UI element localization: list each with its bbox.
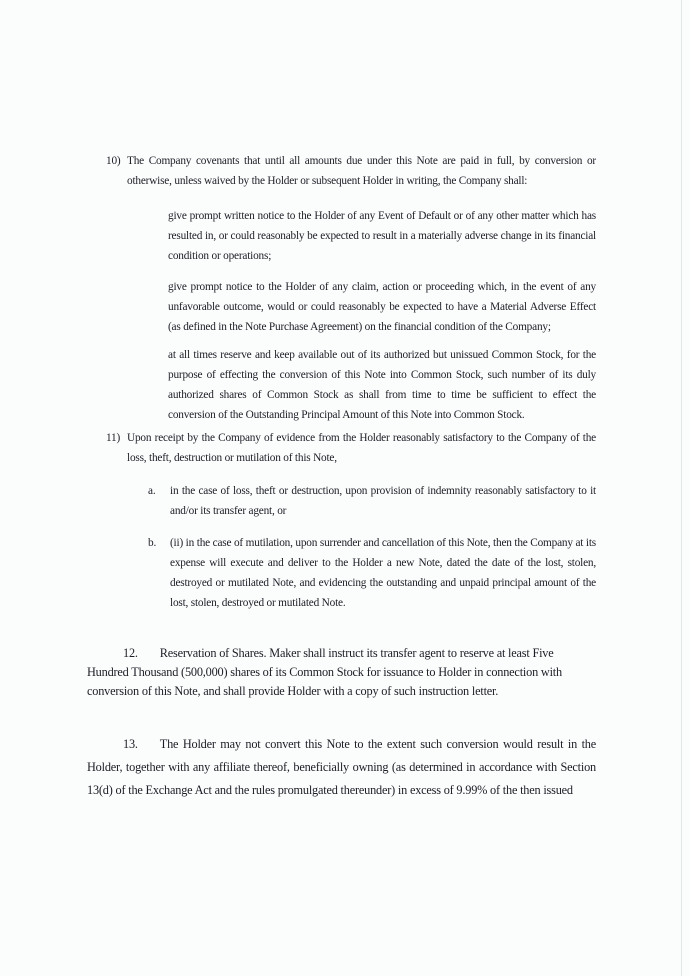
section-text: Reservation of Shares. Maker shall instruct its transfer agent to reserve at least Five Hundred Thousand (500,000) shares of its Common Stock for issuance to Holder in connection with conversion of this Note, and shall provide Holder with a copy of such instruction letter. [87,646,562,698]
paragraph-text: Upon receipt by the Company of evidence from the Holder reasonably satisfactory to the Company of the loss, theft, destruction or mutilation of this Note, [127,432,596,464]
paragraph-number: 11) [106,432,121,444]
paragraph-10 [106,151,596,191]
subclause-11-a [148,481,596,521]
paragraph-number: 10) [106,155,121,167]
clause-text: in the case of loss, theft or destruction, upon provision of indemnity reasonably satisfactory to it and/or its transfer agent, or [170,485,596,517]
covenant-clause-reserve-stock: at all times reserve and keep available out of its authorized but unissued Common Stock, for the purpose of effecting the conversion of this Note into Common Stock, such number of its duly authorized shares of Common Stock as shall from time to time be sufficient to effect the conversion of the Outstanding Principal Amount of this Note into Common Stock. [168,349,596,421]
covenant-clause-notice-of-claims: give prompt notice to the Holder of any claim, action or proceeding which, in the event of any unfavorable outcome, would or could reasonably be expected to have a Material Adverse Effect (as defined in the Note Purchase Agreement) on the financial condition of the Company; [168,281,596,333]
clause-text: (ii) in the case of mutilation, upon surrender and cancellation of this Note, then the Company at its expense will execute and deliver to the Holder a new Note, dated the date of the lost, stolen, destroyed or mutilated Note, and evidencing the outstanding and unpaid principal amount of the lost, stolen, destroyed or mutilated Note. [170,537,596,609]
clause-letter: a. [148,485,156,497]
section-13-conversion-limit [87,733,596,802]
paragraph-11 [106,428,596,468]
clause-letter: b. [148,537,157,549]
covenant-clause-notice-of-default: give prompt written notice to the Holder of any Event of Default or of any other matter which has resulted in, or could reasonably be expected to result in a materially adverse change in its financial condition or operations; [168,210,596,262]
paragraph-text: The Company covenants that until all amounts due under this Note are paid in full, by conversion or otherwise, unless waived by the Holder or subsequent Holder in writing, the Company shall: [127,155,596,187]
section-text: The Holder may not convert this Note to the extent such conversion would result in the Holder, together with any affiliate thereof, beneficially owning (as determined in accordance with Section 13(d) of the Exchange Act and the rules promulgated thereunder) in excess of 9.99% of the then issued [87,737,596,797]
section-number: 12. [123,646,138,660]
subclause-11-b [148,533,596,613]
section-number: 13. [123,737,138,751]
section-12-reservation-of-shares [87,644,572,701]
